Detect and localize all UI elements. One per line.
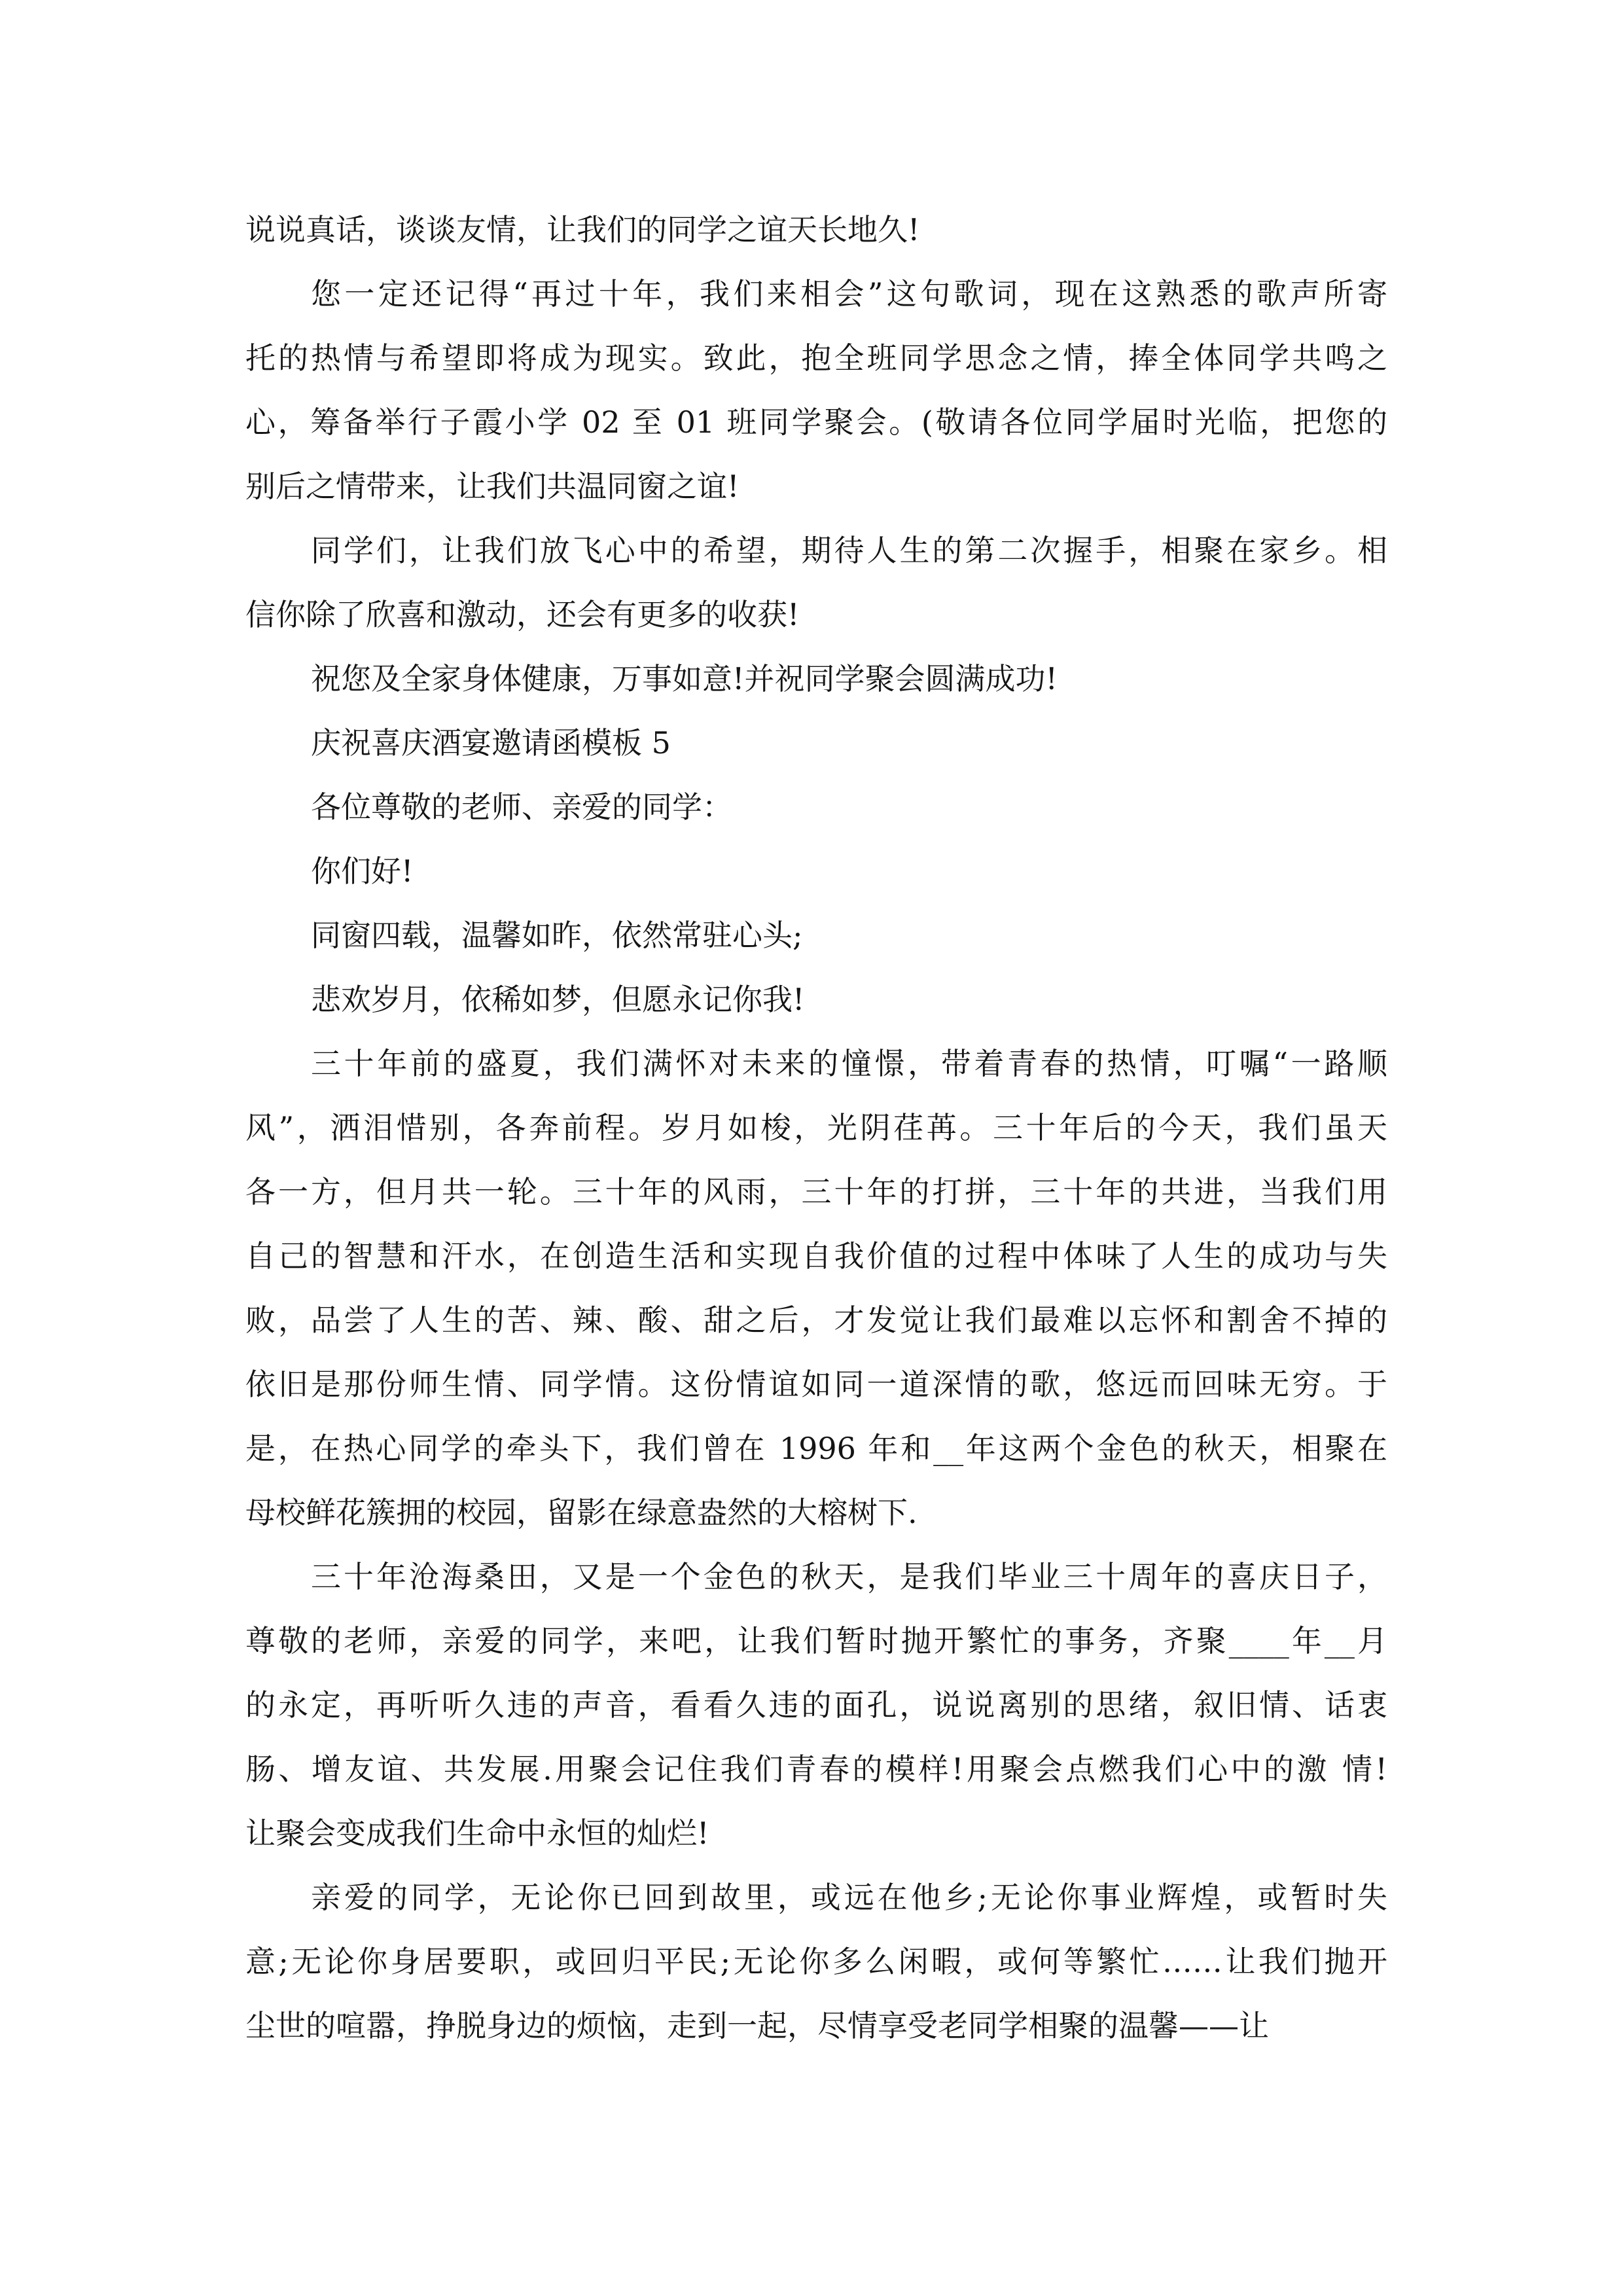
paragraph bbox=[245, 711, 1387, 775]
text-line: 让聚会变成我们生命中永恒的灿烂! bbox=[245, 1816, 709, 1851]
text-line: 各位尊敬的老师、亲爱的同学： bbox=[311, 789, 732, 825]
text-line: 肠、增友谊、共发展.用聚会记住我们青春的模样!用聚会点燃我们心中的激 情! bbox=[245, 1751, 1387, 1787]
paragraph bbox=[245, 647, 1387, 711]
text-line: 是，在热心同学的牵头下，我们曾在 1996 年和__年这两个金色的秋天，相聚在 bbox=[245, 1431, 1387, 1466]
text-line: 说说真话，谈谈友情，让我们的同学之谊天长地久! bbox=[245, 212, 920, 247]
text-line: 自己的智慧和汗水，在创造生活和实现自我价值的过程中体味了人生的成功与失 bbox=[245, 1238, 1387, 1274]
paragraph bbox=[245, 262, 1387, 518]
text-line: 的永定，再听听久违的声音，看看久违的面孔，说说离别的思绪，叙旧情、话衷 bbox=[245, 1687, 1387, 1723]
text-line: 尘世的喧嚣，挣脱身边的烦恼，走到一起，尽情享受老同学相聚的温馨——让 bbox=[245, 2008, 1269, 2043]
text-line: 庆祝喜庆酒宴邀请函模板 5 bbox=[311, 725, 671, 761]
paragraph bbox=[245, 1865, 1387, 2058]
text-line: 各一方，但月共一轮。三十年的风雨，三十年的打拼，三十年的共进，当我们用 bbox=[245, 1174, 1387, 1210]
text-line: 悲欢岁月，依稀如梦，但愿永记你我! bbox=[311, 982, 805, 1017]
paragraph bbox=[245, 903, 1387, 967]
document-body bbox=[245, 198, 1387, 2058]
paragraph bbox=[245, 1031, 1387, 1545]
paragraph bbox=[245, 1545, 1387, 1865]
text-line: 败，品尝了人生的苦、辣、酸、甜之后，才发觉让我们最难以忘怀和割舍不掉的 bbox=[245, 1302, 1387, 1338]
text-line: 同学们，让我们放飞心中的希望，期待人生的第二次握手，相聚在家乡。相 bbox=[311, 533, 1387, 568]
text-line: 别后之情带来，让我们共温同窗之谊! bbox=[245, 469, 740, 504]
paragraph bbox=[245, 198, 1387, 262]
paragraph bbox=[245, 518, 1387, 647]
text-line: 同窗四载，温馨如昨，依然常驻心头; bbox=[311, 918, 803, 953]
paragraph bbox=[245, 839, 1387, 903]
text-line: 三十年前的盛夏，我们满怀对未来的憧憬，带着青春的热情，叮嘱“一路顺 bbox=[311, 1046, 1387, 1081]
text-line: 意;无论你身居要职，或回归平民;无论你多么闲暇，或何等繁忙……让我们抛开 bbox=[245, 1944, 1387, 1979]
text-line: 风”，洒泪惜别，各奔前程。岁月如梭，光阴荏苒。三十年后的今天，我们虽天 bbox=[245, 1110, 1387, 1145]
text-line: 尊敬的老师，亲爱的同学，来吧，让我们暂时抛开繁忙的事务，齐聚____年__月 bbox=[245, 1623, 1387, 1659]
text-line: 三十年沧海桑田，又是一个金色的秋天，是我们毕业三十周年的喜庆日子， bbox=[311, 1559, 1387, 1594]
text-line: 依旧是那份师生情、同学情。这份情谊如同一道深情的歌，悠远而回味无穷。于 bbox=[245, 1367, 1387, 1402]
text-line: 亲爱的同学，无论你已回到故里，或远在他乡;无论你事业辉煌，或暂时失 bbox=[311, 1880, 1387, 1915]
paragraph bbox=[245, 775, 1387, 839]
text-line: 托的热情与希望即将成为现实。致此，抱全班同学思念之情，捧全体同学共鸣之 bbox=[245, 340, 1387, 376]
text-line: 母校鲜花簇拥的校园，留影在绿意盎然的大榕树下. bbox=[245, 1495, 918, 1530]
text-line: 您一定还记得“再过十年，我们来相会”这句歌词，现在这熟悉的歌声所寄 bbox=[311, 276, 1387, 312]
text-line: 祝您及全家身体健康，万事如意!并祝同学聚会圆满成功! bbox=[311, 661, 1058, 696]
paragraph bbox=[245, 967, 1387, 1031]
text-line: 你们好! bbox=[311, 853, 414, 889]
text-line: 信你除了欣喜和激动，还会有更多的收获! bbox=[245, 597, 800, 632]
text-line: 心，筹备举行子霞小学 02 至 01 班同学聚会。(敬请各位同学届时光临，把您的 bbox=[245, 404, 1387, 440]
